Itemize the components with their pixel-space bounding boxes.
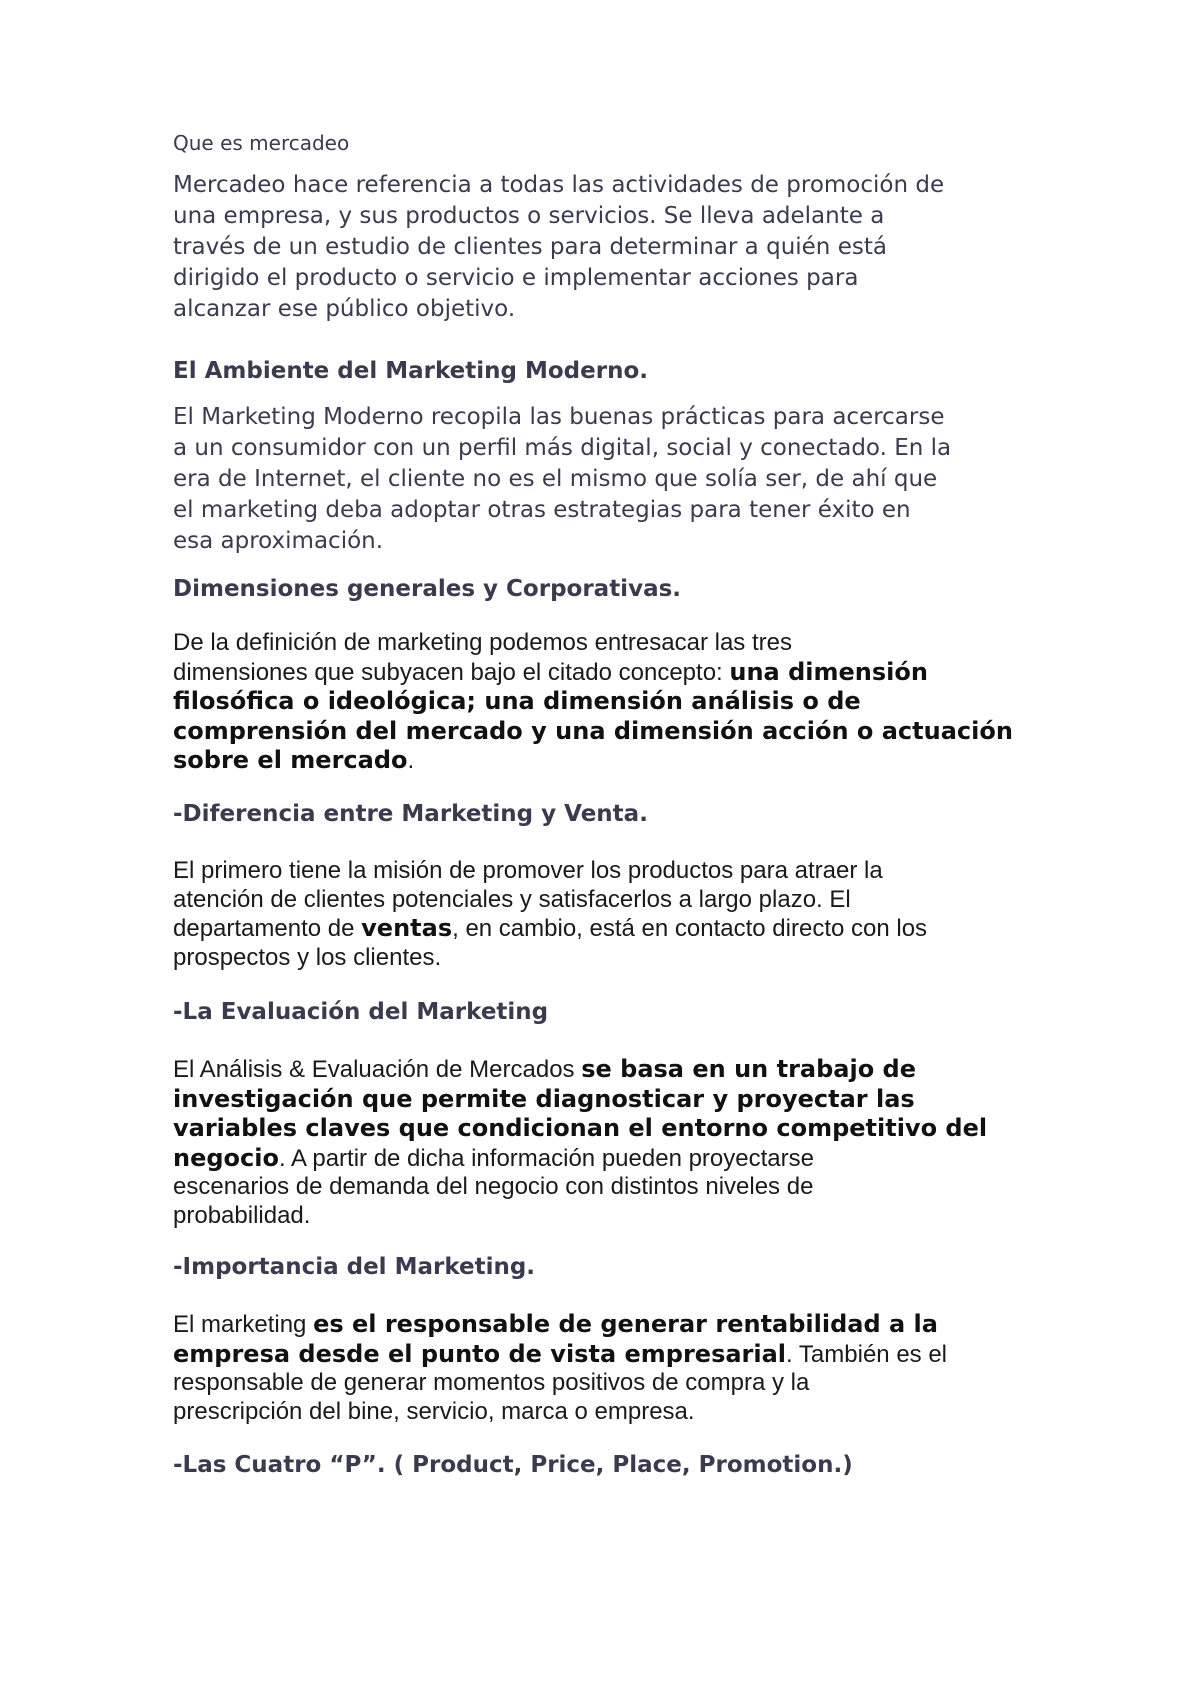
evaluacion-line: escenarios de demanda del negocio con distintos niveles de <box>173 1173 814 1200</box>
diferencia-bold: ventas <box>361 914 453 942</box>
evaluacion-line <box>173 1114 987 1144</box>
dimensiones-line <box>173 687 1013 717</box>
evaluacion-line <box>173 1144 987 1174</box>
intro-line: dirigido el producto o servicio e implementar acciones para <box>173 265 859 291</box>
evaluacion-bold: negocio <box>173 1143 279 1172</box>
importancia-line: responsable de generar momentos positivos de compra y la <box>173 1369 810 1396</box>
diferencia-line <box>173 914 927 944</box>
dimensiones-paragraph <box>173 629 1013 776</box>
evaluacion-paragraph <box>173 1055 987 1230</box>
diferencia-line: atención de clientes potenciales y satisfacerlos a largo plazo. El <box>173 885 851 913</box>
dimensiones-text: dimensiones que subyacen bajo el citado concepto: <box>173 658 730 686</box>
intro-line: alcanzar ese público objetivo. <box>173 296 516 322</box>
evaluacion-bold: investigación que permite diagnosticar y proyectar las <box>173 1084 915 1113</box>
diferencia-line: El primero tiene la misión de promover los productos para atraer la <box>173 857 883 884</box>
evaluacion-bold: variables claves que condicionan el entorno competitivo del <box>173 1114 988 1142</box>
evaluacion-line <box>173 1085 987 1115</box>
ambiente-line: el marketing deba adoptar otras estrategias para tener éxito en <box>173 497 911 523</box>
dimensiones-line: De la definición de marketing podemos entresacar las tres <box>173 629 792 656</box>
intro-line: Mercadeo hace referencia a todas las actividades de promoción de <box>173 172 945 198</box>
heading-ambiente: El Ambiente del Marketing Moderno. <box>173 358 649 384</box>
importancia-text: El marketing <box>173 1311 314 1338</box>
heading-importancia: -Importancia del Marketing. <box>173 1254 536 1280</box>
evaluacion-text: . A partir de dicha información pueden proyectarse <box>278 1144 814 1172</box>
diferencia-line: prospectos y los clientes. <box>173 943 442 971</box>
dimensiones-line <box>173 658 1013 688</box>
dimensiones-bold: comprensión del mercado y una dimensión acción o actuación <box>173 716 1013 745</box>
heading-diferencia: -Diferencia entre Marketing y Venta. <box>173 801 648 827</box>
dimensiones-text: . <box>407 747 415 774</box>
ambiente-line: El Marketing Moderno recopila las buenas prácticas para acercarse <box>173 404 945 430</box>
dimensiones-line <box>173 717 1013 747</box>
ambiente-line: a un consumidor con un perfil más digital, social y conectado. En la <box>173 435 952 461</box>
ambiente-line: esa aproximación. <box>173 528 384 554</box>
document-page <box>173 0 1053 1696</box>
importancia-bold: es el responsable de generar rentabilidad a la <box>313 1310 938 1338</box>
dimensiones-bold: una dimensión <box>729 657 928 686</box>
importancia-line <box>173 1340 947 1370</box>
ambiente-paragraph <box>173 402 951 557</box>
intro-line: través de un estudio de clientes para determinar a quién está <box>173 234 887 260</box>
evaluacion-text: El Análisis & Evaluación de Mercados <box>173 1056 582 1083</box>
evaluacion-line: probabilidad. <box>173 1201 311 1229</box>
intro-line: una empresa, y sus productos o servicios. Se lleva adelante a <box>173 203 885 229</box>
heading-cuatro-p: -Las Cuatro “P”. ( Product, Price, Place, Promotion.) <box>173 1452 853 1478</box>
heading-dimensiones: Dimensiones generales y Corporativas. <box>173 576 682 602</box>
document-title: Que es mercadeo <box>173 131 350 155</box>
dimensiones-line <box>173 746 1013 776</box>
importancia-line <box>173 1310 947 1340</box>
diferencia-text: , en cambio, está en contacto directo con los <box>452 915 928 942</box>
heading-evaluacion: -La Evaluación del Marketing <box>173 999 549 1025</box>
ambiente-line: era de Internet, el cliente no es el mismo que solía ser, de ahí que <box>173 466 938 492</box>
intro-paragraph <box>173 170 944 325</box>
dimensiones-bold: filosófica o ideológica; una dimensión análisis o de <box>173 687 861 715</box>
diferencia-text: departamento de <box>173 915 362 942</box>
diferencia-paragraph <box>173 857 927 972</box>
importancia-text: . También es el <box>786 1340 948 1368</box>
importancia-line: prescripción del bine, servicio, marca o empresa. <box>173 1397 695 1425</box>
evaluacion-line <box>173 1055 987 1085</box>
importancia-bold: empresa desde el punto de vista empresarial <box>173 1339 787 1368</box>
evaluacion-bold: se basa en un trabajo de <box>581 1055 916 1083</box>
dimensiones-bold: sobre el mercado <box>173 746 408 774</box>
importancia-paragraph <box>173 1310 947 1426</box>
